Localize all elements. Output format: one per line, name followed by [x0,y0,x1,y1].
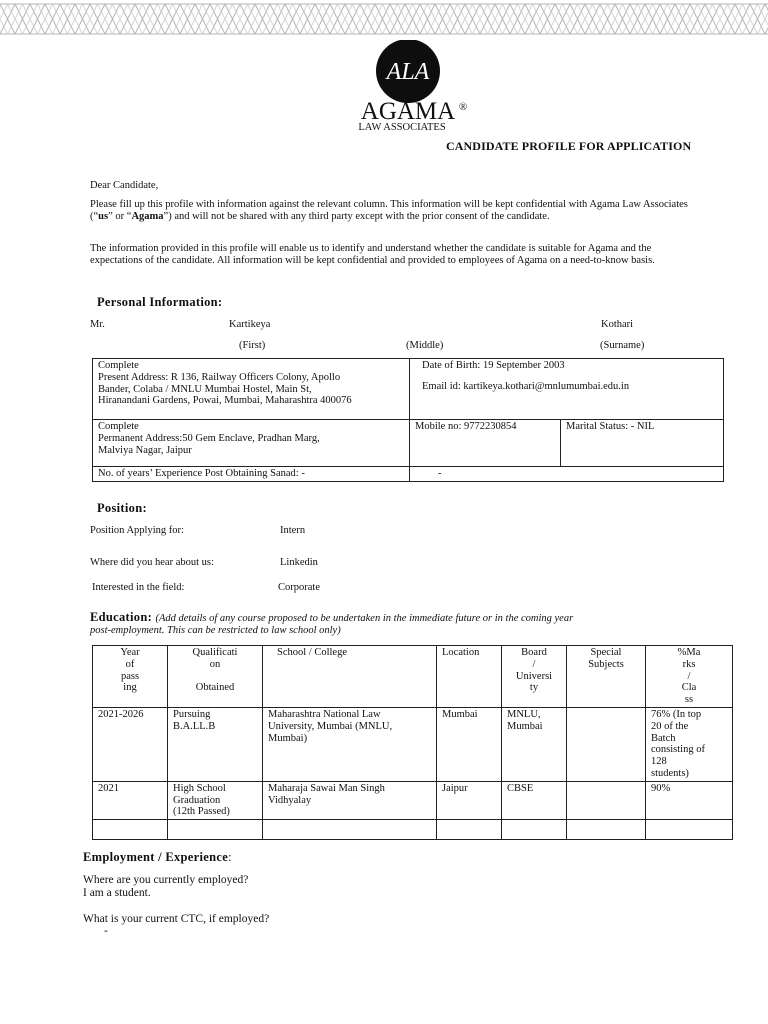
intro1-agama: Agama [131,210,164,222]
table-row [93,467,724,482]
marital-status: Marital Status: - NIL [566,421,655,432]
empty-cell [93,820,168,840]
header-text: Special [590,647,622,658]
cell-school [263,781,437,819]
name-salutation: Mr. [90,319,105,330]
cell-board [502,781,567,819]
experience-label-cell [93,467,410,482]
position-applying-value: Intern [280,525,306,536]
field-interest-value: Corporate [278,582,320,593]
registered-mark: ® [458,101,468,113]
date-of-birth: Date of Birth: 19 September 2003 [422,360,565,371]
cell-text: 90% [651,782,671,794]
experience-label: No. of years’ Experience Post Obtaining Sanad: - [98,468,305,479]
employment-heading-text: Employment / Experience [83,850,229,864]
marital-cell [561,420,724,467]
surname-label: (Surname) [600,340,645,351]
table-row [93,820,733,840]
permanent-address-line: Permanent Address:50 Gem Enclave, Pradhan Marg, [98,432,320,444]
cell-special [567,781,646,819]
table-row [93,707,733,781]
cell-text: Mumbai [442,708,478,720]
first-name-value: Kartikeya [229,319,271,330]
cell-text: Mumbai) [268,732,308,744]
dob-email-cell [410,359,724,420]
cell-text: (12th Passed) [173,806,230,818]
intro1-text-b: ” or “ [108,210,132,222]
header-year [93,646,168,708]
cell-year [93,781,168,819]
table-row [93,781,733,819]
position-heading: Position: [97,501,147,515]
cell-text: 2021 [98,782,119,794]
header-text: on [209,658,221,670]
cell-text: 2021-2026 [98,708,144,720]
present-address-line: Bander, Colaba / MNLU Mumbai Hostel, Main St, [98,383,312,395]
hear-about-value: Linkedin [280,557,318,568]
education-note: (Add details of any course proposed to be undertaken in the immediate future or in the coming year [155,613,574,624]
header-school [263,646,437,708]
cell-text: 128 [651,756,667,768]
experience-value-cell [410,467,724,482]
decorative-border [0,0,768,38]
cell-location [437,707,502,781]
cell-location [437,781,502,819]
permanent-address-line: Malviya Nagar, Jaipur [98,444,192,456]
header-text: pass [120,670,140,682]
table-row [93,646,733,708]
cell-text: Pursuing [173,708,211,720]
empty-cell [646,820,733,840]
cell-text: Batch [651,732,676,744]
middle-name-label: (Middle) [406,340,444,351]
first-name-label: (First) [239,340,266,351]
header-text: Obtained [195,681,235,693]
cell-board [502,707,567,781]
header-text: of [125,658,135,670]
header-text: ing [123,682,137,694]
cell-qualification [168,781,263,819]
education-heading-text: Education: [90,610,153,624]
logo-emblem [348,40,470,132]
empty-cell [168,820,263,840]
cell-text: Graduation [173,794,221,806]
cell-text: MNLU, [507,708,541,720]
header-text: Year [120,647,140,658]
table-row [93,359,724,420]
mobile-number: Mobile no: 9772230854 [415,421,517,432]
hear-about-label: Where did you hear about us: [90,557,214,568]
cell-text: High School [173,782,226,794]
cell-text: Maharashtra National Law [268,708,381,720]
education-table [92,645,733,840]
experience-value: - [438,468,442,479]
employment-answer-1: I am a student. [83,887,151,899]
field-interest-label: Interested in the field: [92,582,185,593]
personal-info-heading: Personal Information: [97,295,223,309]
logo-wordmark: AGAMA [360,98,456,125]
salutation: Dear Candidate, [90,180,159,191]
cell-special [567,707,646,781]
page-title: CANDIDATE PROFILE FOR APPLICATION [446,139,692,153]
intro-paragraph-1 [90,199,690,222]
empty-cell [502,820,567,840]
header-text: ty [529,682,539,694]
present-address-cell [93,359,410,420]
agama-logo [348,40,470,132]
cell-marks [646,781,733,819]
header-text: %Ma [677,647,701,658]
header-text: Subjects [588,658,624,670]
cell-text: 76% (In top [651,708,702,720]
empty-cell [263,820,437,840]
employment-question-2: What is your current CTC, if employed? [83,913,270,925]
header-text: Location [442,647,480,658]
surname-value: Kothari [601,319,634,330]
intro1-text-c: ”) and will not be shared with any third party except with the prior consent of the candidate. [163,210,550,222]
cell-text: Mumbai [507,720,543,732]
present-address-line: Hiranandani Gardens, Powai, Mumbai, Maharashtra 400076 [98,395,352,407]
header-text: Qualificati [192,647,238,658]
empty-cell [567,820,646,840]
cell-text: Jaipur [442,782,468,794]
employment-question-1: Where are you currently employed? [83,874,249,886]
header-text: Universi [515,670,553,682]
logo-monogram: ALA [386,59,430,85]
employment-heading [83,850,232,865]
header-location [437,646,502,708]
logo-subtitle: LAW ASSOCIATES [358,122,446,132]
permanent-address-line: Complete [98,421,139,432]
education-heading [90,610,573,625]
empty-cell [437,820,502,840]
header-text: rks [682,658,696,670]
employment-answer-2: - [104,925,108,937]
cell-text: students) [651,767,689,779]
cell-year [93,707,168,781]
education-note-line-2: post-employment. This can be restricted to law school only) [90,625,341,636]
intro-paragraph-2: The information provided in this profile will enable us to identify and understand whether the candidate is suitable for Agama and the expectations of the candidate. All information will be kept confidential and provided to employees of Agama on a need-to-know basis. [90,243,655,266]
mobile-cell [410,420,561,467]
header-text: / [687,670,691,682]
employment-heading-colon: : [228,850,232,864]
header-text: Board [521,647,547,658]
header-text: ss [684,694,694,706]
cell-text: University, Mumbai (MNLU, [268,720,393,732]
header-text: School / College [277,647,347,658]
intro1-text-a: Please fill up this profile with information against the relevant column. This information will be kept confidential with Agama Law Associates (“ [90,199,688,222]
header-marks [646,646,733,708]
table-row [93,420,724,467]
header-special-subjects [567,646,646,708]
cell-text: consisting of [651,744,705,756]
position-applying-label: Position Applying for: [90,525,184,536]
permanent-address-cell [93,420,410,467]
header-board [502,646,567,708]
cell-text: Maharaja Sawai Man Singh [268,782,385,794]
cell-text: B.A.LL.B [173,720,216,732]
cell-text: 20 of the [651,720,689,732]
present-address-line: Complete [98,360,139,371]
header-text: / [532,658,536,670]
cell-marks [646,707,733,781]
present-address-line: Present Address: R 136, Railway Officers Colony, Apollo [98,371,341,383]
cell-qualification [168,707,263,781]
header-qualification [168,646,263,708]
cell-text: CBSE [507,782,534,794]
personal-details-table [92,358,724,482]
cell-text: Vidhyalay [268,794,312,806]
header-text: Cla [681,682,697,694]
cell-school [263,707,437,781]
intro1-us: us [98,210,109,222]
email-id: Email id: kartikeya.kothari@mnlumumbai.edu.in [422,380,630,392]
